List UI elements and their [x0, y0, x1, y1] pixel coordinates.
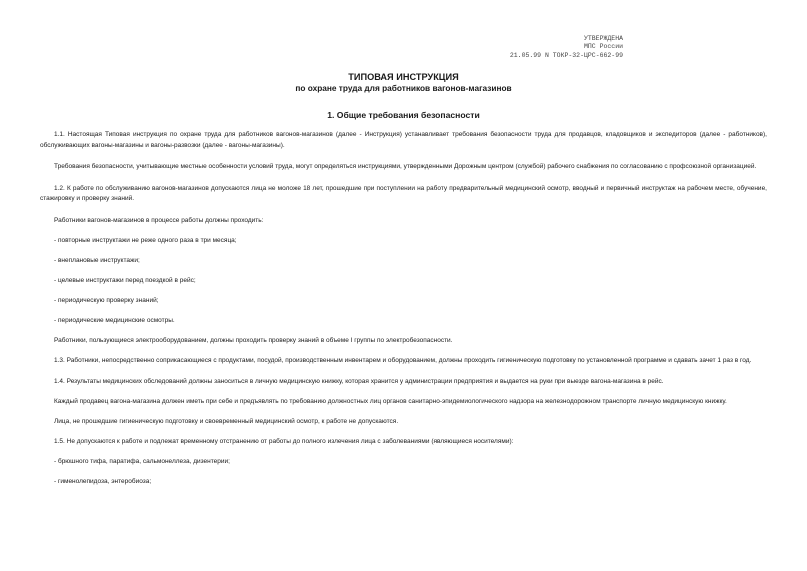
list-item: - периодическую проверку знаний;	[54, 296, 159, 304]
paragraph-1-4: 1.4. Результаты медицинских обследований должны заноситься в личную медицинскую книжку, которая хранится у администрации предприятия и выдается на руки при выезде вагона-магазина в рейс.	[54, 378, 664, 385]
document-subtitle: по охране труда для работников вагонов-магазинов	[295, 83, 512, 93]
list-item: - периодические медицинские осмотры.	[54, 316, 175, 324]
list-item: - гименолепидоза, энтеробиоза;	[54, 478, 152, 485]
approval-line-ministry: МПС России	[583, 43, 623, 51]
list-item: - брюшного тифа, паратифа, сальмонеллеза, дизентерии;	[54, 458, 230, 465]
paragraph-1-5: 1.5. Не допускаются к работе и подлежат временному отстранению от работы до полного излечения лица с заболеваниями (являющиеся носителями):	[54, 438, 514, 445]
document-body	[40, 130, 767, 488]
approval-stamp	[510, 35, 623, 60]
paragraph-1-2: 1.2. К работе по обслуживанию вагонов-магазинов допускаются лица не моложе 18 лет, прошедшие при поступлении на работу предварительный медицинский осмотр, вводный и первичный инструктаж на рабочем месте, обучение, стажировку и проверку знаний.	[40, 184, 767, 202]
list-item: - повторные инструктажи не реже одного раза в три месяца;	[54, 236, 237, 244]
section-heading: 1. Общие требования безопасности	[327, 110, 480, 120]
list-item: - внеплановые инструктажи;	[54, 256, 140, 264]
approval-line-number: 21.05.99 N ТОКР-32-ЦРС-662-99	[509, 51, 623, 59]
paragraph-1-3: 1.3. Работники, непосредственно соприкасающиеся с продуктами, посудой, производственным инвентарем и оборудованием, должны проходить гигиеническую подготовку по установленной программе и сдавать зачет 1 раз в год.	[54, 356, 752, 364]
paragraph-requirements: Требования безопасности, учитывающие местные особенности условий труда, могут определяться инструкциями, утвержденными Дорожным центром (службой) рабочего снабжения по согласованию с профсоюзной организацией.	[54, 163, 757, 170]
paragraph-medical-book: Каждый продавец вагона-магазина должен иметь при себе и предъявлять по требованию должностных лиц органов санитарно-эпидемиологического надзора на железнодорожном транспорте личную медицинскую книжку.	[54, 398, 727, 405]
paragraph-electrosafety: Работники, пользующиеся электрооборудованием, должны проходить проверку знаний в объеме I группы по электробезопасности.	[54, 336, 453, 344]
paragraph-1-1: 1.1. Настоящая Типовая инструкция по охране труда для работников вагонов-магазинов (далее - Инструкция) устанавливает требования безопасности труда для продавцов, кладовщиков и экспедиторов (далее - работников), обслуживающих вагоны-магазины и вагоны-развозки (далее - вагоны-магазины).	[40, 131, 767, 149]
paragraph-not-admitted: Лица, не прошедшие гигиеническую подготовку и своевременный медицинский осмотр, к работе не допускаются.	[54, 418, 399, 425]
approval-line-approved: УТВЕРЖДЕНА	[583, 35, 623, 42]
list-item: - целевые инструктажи перед поездкой в рейс;	[54, 276, 196, 284]
paragraph-workers-must: Работники вагонов-магазинов в процессе работы должны проходить:	[54, 216, 264, 224]
document-title-block	[0, 71, 807, 94]
document-title: ТИПОВАЯ ИНСТРУКЦИЯ	[348, 72, 459, 82]
